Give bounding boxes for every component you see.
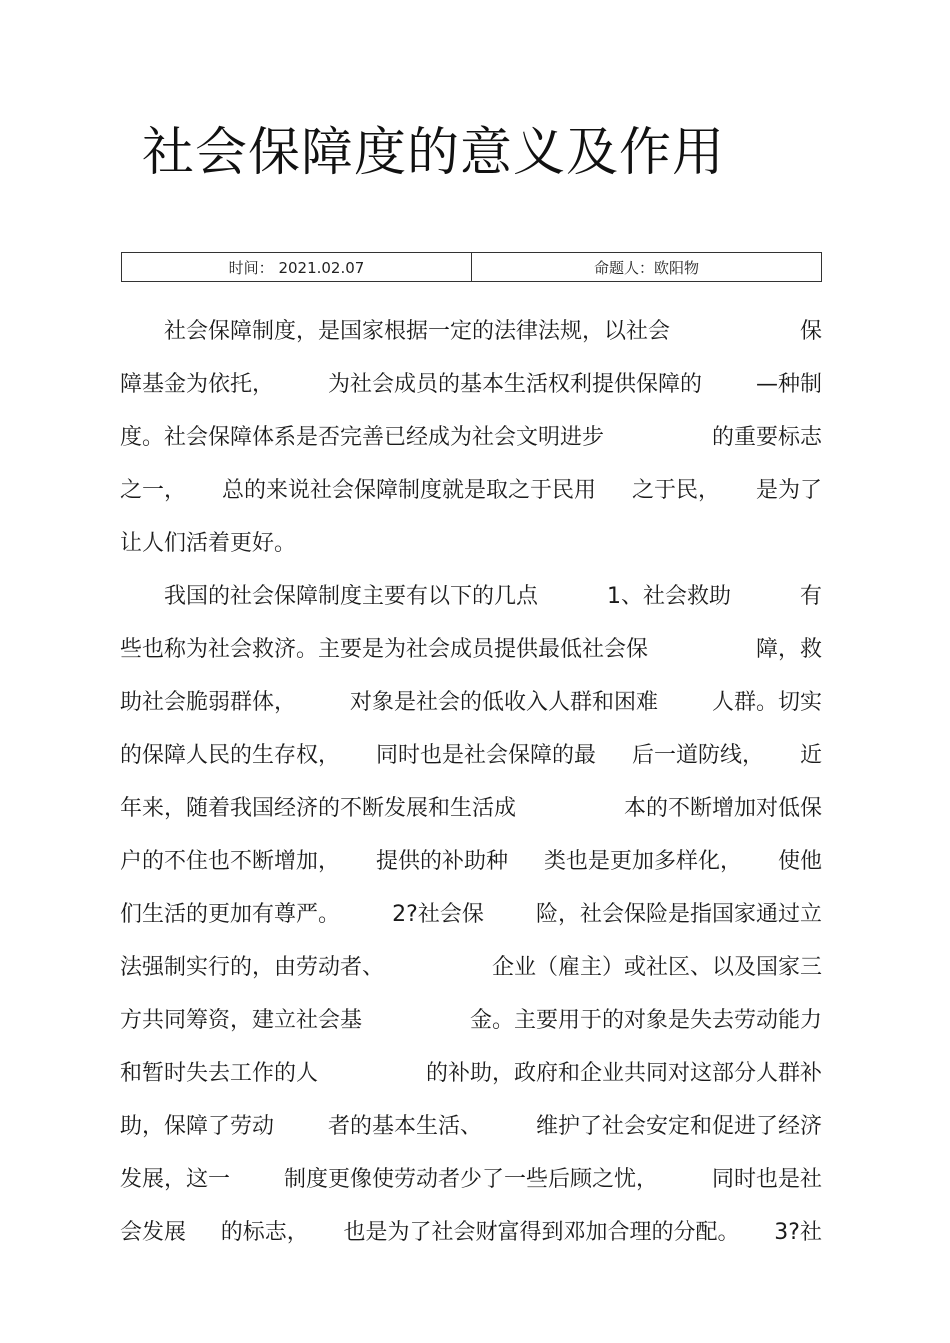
text-segment: 维护了社会安定和促进了经济 bbox=[535, 1114, 822, 1139]
text-segment: 度。社会保障体系是否完善已经成为社会文明进步 bbox=[120, 425, 605, 450]
text-segment: 近 bbox=[799, 743, 822, 768]
text-line bbox=[120, 568, 822, 621]
text-segment: 年来，随着我国经济的不断发展和生活成 bbox=[120, 796, 517, 821]
document-body bbox=[120, 303, 822, 1257]
text-line bbox=[120, 1151, 822, 1204]
text-segment: 的补助，政府和企业共同对这部分人群补 bbox=[425, 1061, 822, 1086]
text-line bbox=[120, 674, 822, 727]
text-segment: 方共同筹资，建立社会基 bbox=[120, 1008, 363, 1033]
text-segment: 同时也是社 bbox=[711, 1167, 822, 1192]
text-segment: 之一， bbox=[120, 478, 187, 503]
text-line bbox=[120, 939, 822, 992]
text-line bbox=[120, 992, 822, 1045]
text-segment: 助社会脆弱群体， bbox=[120, 690, 297, 715]
text-segment: 2?社会保 bbox=[392, 902, 484, 927]
text-segment: 保 bbox=[799, 319, 822, 344]
text-segment: 障基金为依托， bbox=[120, 372, 275, 397]
text-line bbox=[120, 886, 822, 939]
text-segment: 类也是更加多样化， bbox=[543, 849, 742, 874]
text-segment: 们生活的更加有尊严。 bbox=[120, 902, 341, 927]
text-segment: 同时也是社会保障的最 bbox=[375, 743, 596, 768]
text-segment: 险，社会保险是指国家通过立 bbox=[535, 902, 822, 927]
text-line bbox=[120, 409, 822, 462]
text-segment: 发展，这一 bbox=[120, 1167, 231, 1192]
text-segment: 之于民， bbox=[631, 478, 720, 503]
text-segment: 法强制实行的，由劳动者、 bbox=[120, 955, 385, 980]
text-line bbox=[120, 1045, 822, 1098]
text-segment: 和暂时失去工作的人 bbox=[120, 1061, 319, 1086]
text-segment: 对象是社会的低收入人群和困难 bbox=[349, 690, 658, 715]
text-segment: —种制 bbox=[755, 372, 822, 397]
text-segment: 是为了 bbox=[755, 478, 822, 503]
text-segment: 有 bbox=[799, 584, 822, 609]
text-segment: 3?社 bbox=[774, 1220, 822, 1245]
text-segment: 后一道防线， bbox=[631, 743, 764, 768]
author-cell: 命题人：欧阳物 bbox=[471, 253, 821, 281]
text-segment: 制度更像使劳动者少了一些后顾之忧， bbox=[283, 1167, 658, 1192]
text-line bbox=[120, 621, 822, 674]
text-segment: 本的不断增加对低保 bbox=[623, 796, 822, 821]
text-segment: 为社会成员的基本生活权利提供保障的 bbox=[327, 372, 702, 397]
meta-table bbox=[121, 252, 822, 282]
text-segment: 助，保障了劳动 bbox=[120, 1114, 275, 1139]
text-segment: 社会保障制度，是国家根据一定的法律法规，以社会 bbox=[120, 319, 671, 344]
text-line bbox=[120, 515, 822, 568]
text-segment: 者的基本生活、 bbox=[327, 1114, 482, 1139]
text-line bbox=[120, 727, 822, 780]
text-segment: 户的不住也不断增加， bbox=[120, 849, 341, 874]
time-cell: 时间： 2021.02.07 bbox=[228, 258, 365, 277]
text-segment: 金。主要用于的对象是失去劳动能力 bbox=[469, 1008, 822, 1033]
text-segment: 的重要标志 bbox=[711, 425, 822, 450]
text-line bbox=[120, 1098, 822, 1151]
text-segment: 会发展 bbox=[120, 1220, 187, 1245]
text-segment: 我国的社会保障制度主要有以下的几点 bbox=[120, 584, 539, 609]
text-segment: 1、社会救助 bbox=[607, 584, 731, 609]
text-line bbox=[120, 1204, 822, 1257]
text-segment: 使他 bbox=[777, 849, 822, 874]
text-segment: 障，救 bbox=[755, 637, 822, 662]
text-segment: 的保障人民的生存权， bbox=[120, 743, 341, 768]
text-line bbox=[120, 303, 822, 356]
text-line bbox=[120, 833, 822, 886]
text-segment: 人群。切实 bbox=[711, 690, 822, 715]
text-segment: 的标志， bbox=[220, 1220, 309, 1245]
text-segment: 也是为了社会财富得到邓加合理的分配。 bbox=[343, 1220, 740, 1245]
text-segment: 些也称为社会救济。主要是为社会成员提供最低社会保 bbox=[120, 637, 649, 662]
text-segment: 提供的补助种 bbox=[375, 849, 508, 874]
text-segment: 总的来说社会保障制度就是取之于民用 bbox=[221, 478, 596, 503]
text-line bbox=[120, 462, 822, 515]
text-line bbox=[120, 780, 822, 833]
page-title: 社会保障度的意义及作用 bbox=[142, 123, 726, 183]
text-line bbox=[120, 356, 822, 409]
text-segment: 让人们活着更好。 bbox=[120, 531, 297, 556]
text-segment: 企业（雇主）或社区、以及国家三 bbox=[491, 955, 822, 980]
